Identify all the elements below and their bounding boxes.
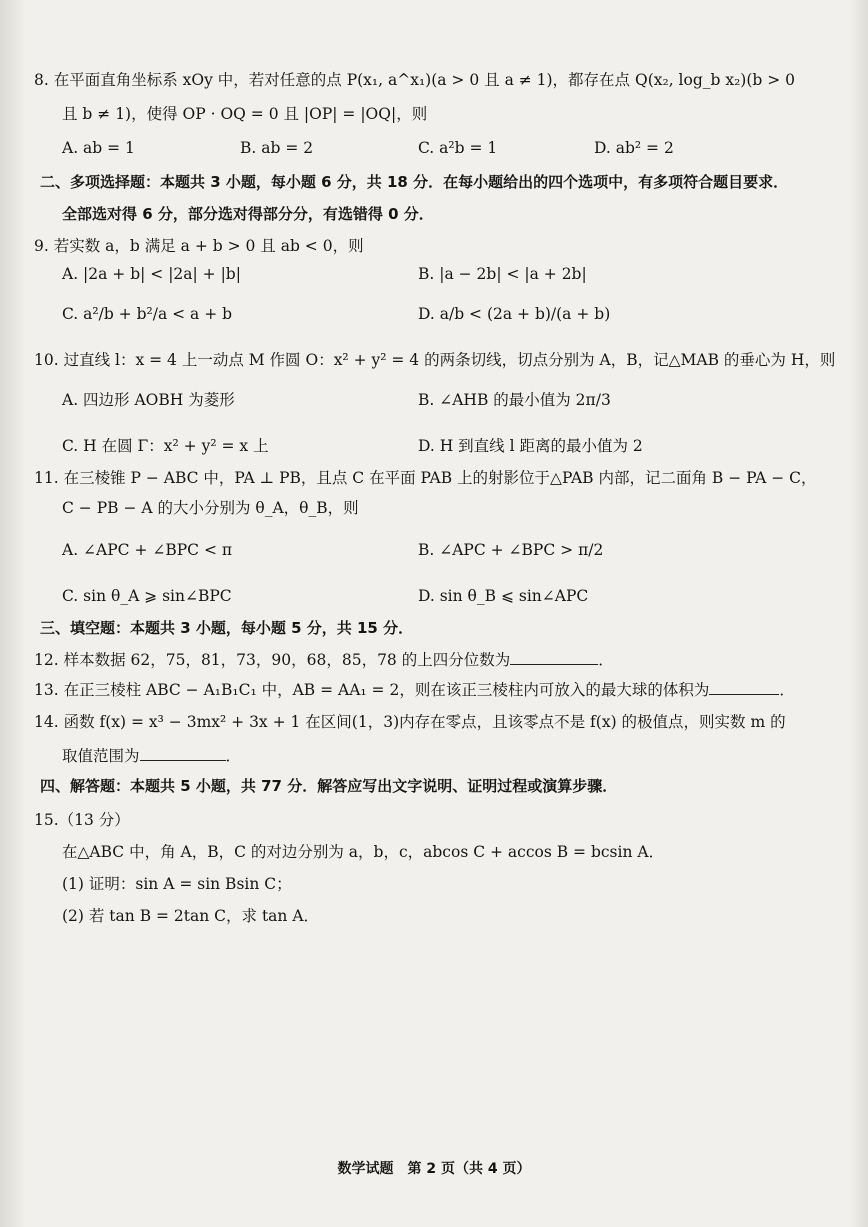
q11-line2: C − PB − A 的大小分别为 θ_A，θ_B，则: [62, 499, 359, 517]
q9-stem: 9. 若实数 a，b 满足 a + b > 0 且 ab < 0，则: [34, 237, 364, 255]
scan-edge-left: [0, 0, 26, 1227]
q8-option-a: A. ab = 1: [62, 139, 135, 157]
scan-edge-right: [850, 0, 868, 1227]
q11-option-a: A. ∠APC + ∠BPC < π: [62, 541, 233, 559]
q12-tail: ．: [598, 651, 614, 669]
q9-option-c: C. a²/b + b²/a < a + b: [62, 305, 233, 323]
q8-option-b: B. ab = 2: [240, 139, 314, 157]
q11-option-d: D. sin θ_B ⩽ sin∠APC: [418, 587, 589, 605]
q12: [34, 650, 614, 670]
q13: [34, 680, 795, 700]
q10-option-d: D. H 到直线 l 距离的最小值为 2: [418, 437, 643, 455]
q14-answer-blank: [140, 746, 226, 761]
q14-text: 取值范围为: [62, 747, 140, 765]
q11-line1: 11. 在三棱锥 P − ABC 中，PA ⊥ PB，且点 C 在平面 PAB 上的射影位于△PAB 内部，记二面角 B − PA − C，: [34, 469, 817, 487]
page-footer: 数学试题 第 2 页（共 4 页）: [337, 1161, 531, 1177]
q10-option-c: C. H 在圆 Γ：x² + y² = x 上: [62, 437, 269, 455]
q14-tail: ．: [225, 747, 242, 765]
q9-option-d: D. a/b < (2a + b)/(a + b): [418, 305, 611, 323]
section-4-heading: 四、解答题：本题共 5 小题，共 77 分．解答应写出文字说明、证明过程或演算步骤．: [40, 777, 618, 795]
q8-option-d: D. ab² = 2: [594, 139, 674, 157]
q8-option-c: C. a²b = 1: [418, 139, 498, 157]
section-2-heading: 二、多项选择题：本题共 3 小题，每小题 6 分，共 18 分．在每小题给出的四个选项中，有多项符合题目要求．: [40, 173, 789, 191]
q8-line2: 且 b ≠ 1)，使得 OP · OQ = 0 且 |OP| = |OQ|，则: [62, 105, 428, 123]
section-3-heading: 三、填空题：本题共 3 小题，每小题 5 分，共 15 分．: [40, 619, 414, 637]
q9-option-b: B. |a − 2b| < |a + 2b|: [418, 265, 587, 283]
q15-stem: 在△ABC 中，角 A，B，C 的对边分别为 a，b，c，abcos C + accos B = bcsin A．: [62, 843, 665, 861]
q15-part1: (1) 证明：sin A = sin Bsin C；: [62, 875, 292, 893]
q10-stem: 10. 过直线 l：x = 4 上一动点 M 作圆 O：x² + y² = 4 的两条切线，切点分别为 A，B，记△MAB 的垂心为 H，则: [34, 351, 836, 369]
q9-option-a: A. |2a + b| < |2a| + |b|: [62, 265, 241, 283]
q11-option-b: B. ∠APC + ∠BPC > π/2: [418, 541, 604, 559]
q14-line1: 14. 函数 f(x) = x³ − 3mx² + 3x + 1 在区间(1，3)内存在零点，且该零点不是 f(x) 的极值点，则实数 m 的: [34, 713, 786, 731]
q15-head: 15.（13 分）: [34, 811, 130, 829]
q8-line1: 8. 在平面直角坐标系 xOy 中，若对任意的点 P(x₁, a^x₁)(a > 0 且 a ≠ 1)，都存在点 Q(x₂, log_b x₂)(b > 0: [34, 71, 796, 89]
q12-answer-blank: [510, 650, 598, 665]
q12-text: 12. 样本数据 62，75，81，73，90，68，85，78 的上四分位数为: [34, 651, 511, 669]
q10-option-b: B. ∠AHB 的最小值为 2π/3: [418, 391, 611, 409]
q13-text: 13. 在正三棱柱 ABC − A₁B₁C₁ 中，AB = AA₁ = 2，则在该正三棱柱内可放入的最大球的体积为: [34, 681, 710, 699]
q11-option-c: C. sin θ_A ⩾ sin∠BPC: [62, 587, 232, 605]
q10-option-a: A. 四边形 AOBH 为菱形: [62, 391, 235, 409]
q13-tail: ．: [779, 681, 795, 699]
section-2-rules: 全部选对得 6 分，部分选对得部分分，有选错得 0 分．: [62, 205, 434, 223]
q13-answer-blank: [709, 680, 779, 695]
q15-part2: (2) 若 tan B = 2tan C，求 tan A．: [62, 907, 320, 925]
q14-line2: [62, 746, 241, 766]
